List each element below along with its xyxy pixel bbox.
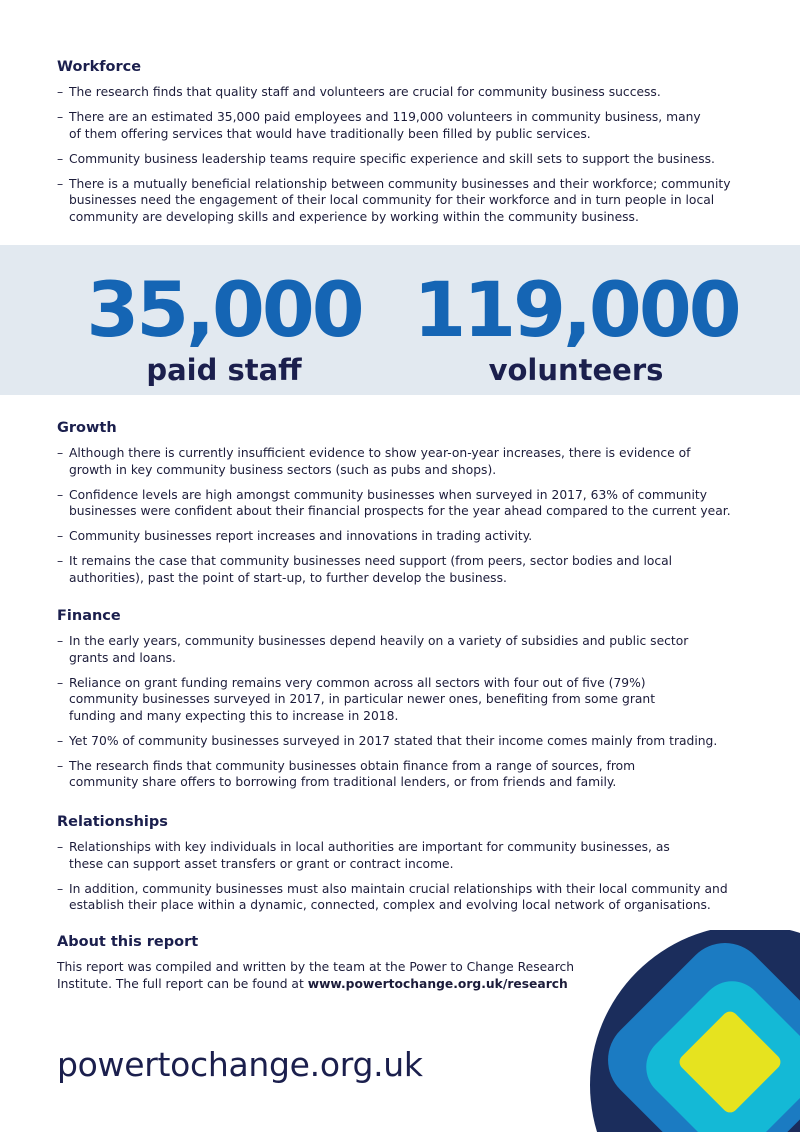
finance-list bbox=[57, 633, 757, 791]
finance-bullet: – Yet 70% of community businesses surveyed in 2017 stated that their income comes mainly from trading. bbox=[57, 733, 757, 750]
growth-bullet: – Confidence levels are high amongst community businesses when surveyed in 2017, 63% of community businesses were confident about their financial prospects for the year ahead compared to the current year. bbox=[57, 487, 747, 520]
brand-diamond-graphic bbox=[590, 930, 800, 1132]
about-text bbox=[57, 959, 617, 993]
growth-bullet: – Although there is currently insufficient evidence to show year-on-year increases, there is evidence of growth in key community business sectors (such as pubs and shops). bbox=[57, 445, 717, 478]
finance-section bbox=[57, 605, 757, 799]
stats-band bbox=[0, 245, 800, 395]
workforce-list bbox=[57, 84, 757, 225]
report-link[interactable]: www.powertochange.org.uk/research bbox=[307, 977, 568, 991]
site-url[interactable]: powertochange.org.uk bbox=[57, 1045, 423, 1084]
stat-volunteers bbox=[396, 245, 756, 387]
workforce-bullet: – There are an estimated 35,000 paid employees and 119,000 volunteers in community business, many of them offering services that would have traditionally been filled by public services. bbox=[57, 109, 707, 142]
stat-label: paid staff bbox=[146, 353, 302, 387]
finance-bullet: – The research finds that community businesses obtain finance from a range of sources, from community share offers to borrowing from traditional lenders, or from friends and family. bbox=[57, 758, 677, 791]
relationships-list bbox=[57, 839, 757, 914]
workforce-bullet: – The research finds that quality staff and volunteers are crucial for community business success. bbox=[57, 84, 687, 101]
finance-heading: Finance bbox=[57, 608, 121, 624]
stat-label: volunteers bbox=[488, 353, 664, 387]
relationships-bullet: – Relationships with key individuals in local authorities are important for community businesses, as these can support asset transfers or grant or contract income. bbox=[57, 839, 697, 872]
workforce-heading: Workforce bbox=[57, 59, 142, 75]
growth-heading: Growth bbox=[57, 420, 117, 436]
about-heading: About this report bbox=[57, 934, 199, 950]
workforce-section bbox=[57, 56, 757, 234]
growth-bullet: – It remains the case that community businesses need support (from peers, sector bodies and local authorities), past the point of start-up, to further develop the business. bbox=[57, 553, 717, 586]
growth-list bbox=[57, 445, 757, 586]
relationships-section bbox=[57, 811, 757, 922]
stat-paid-staff bbox=[44, 245, 404, 387]
growth-section bbox=[57, 417, 757, 595]
workforce-bullet: – There is a mutually beneficial relationship between community businesses and their workforce; community businesses need the engagement of their local community for their workforce and in turn people in local community are developing skills and experience by working within the community business. bbox=[57, 176, 747, 226]
relationships-bullet: – In addition, community businesses must also maintain crucial relationships with their local community and establish their place within a dynamic, connected, complex and evolving local network of organisations. bbox=[57, 881, 757, 914]
stat-number: 35,000 bbox=[86, 265, 362, 354]
growth-bullet: – Community businesses report increases and innovations in trading activity. bbox=[57, 528, 757, 545]
relationships-heading: Relationships bbox=[57, 814, 168, 830]
finance-bullet: – Reliance on grant funding remains very common across all sectors with four out of five (79%) community businesses surveyed in 2017, in particular newer ones, benefiting from some grant funding and many expecting this to increase in 2018. bbox=[57, 675, 697, 725]
workforce-bullet: – Community business leadership teams require specific experience and skill sets to support the business. bbox=[57, 151, 757, 168]
about-body: This report was compiled and written by the team at the Power to Change Research Institute. The full report can be found at bbox=[57, 960, 575, 991]
stat-number: 119,000 bbox=[413, 265, 739, 354]
finance-bullet: – In the early years, community businesses depend heavily on a variety of subsidies and public sector grants and loans. bbox=[57, 633, 697, 666]
